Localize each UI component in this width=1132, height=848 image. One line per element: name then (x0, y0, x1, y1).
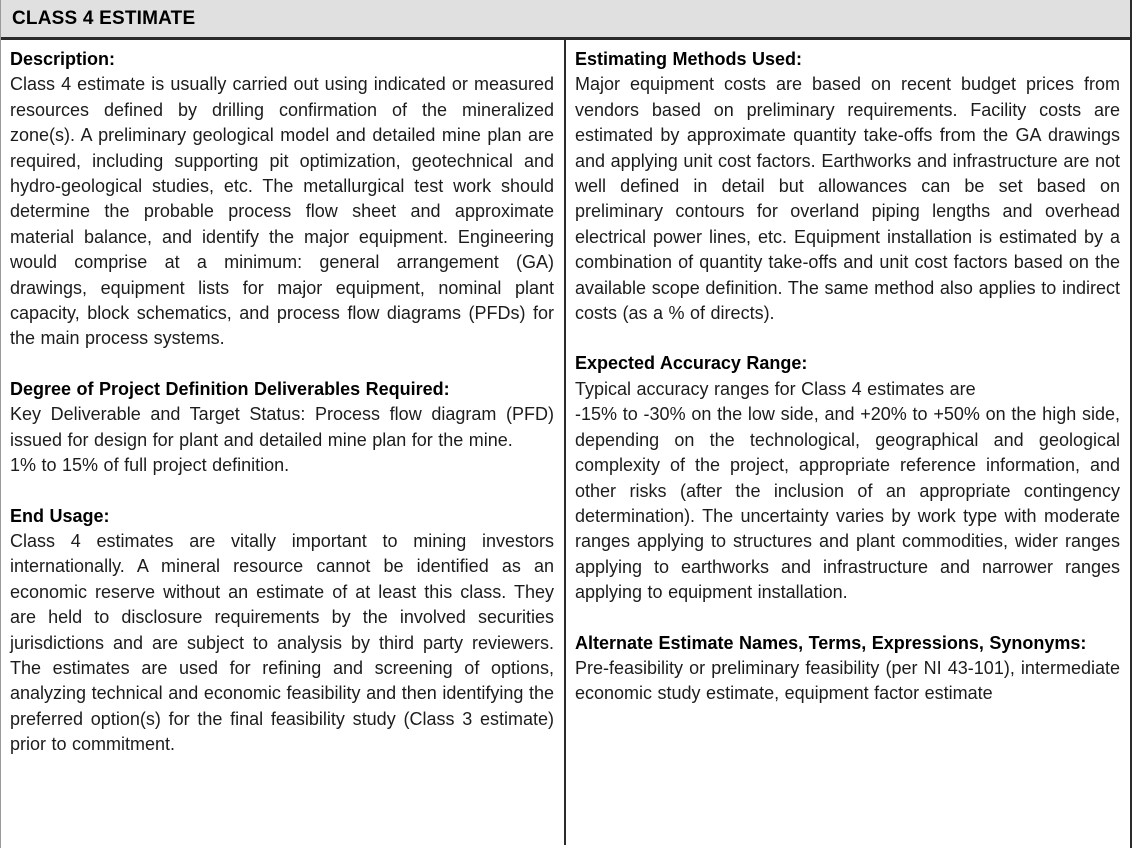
left-column (1, 40, 566, 845)
section-paragraph: Pre-feasibility or preliminary feasibility (per NI 43-101), intermediate economic study estimate, equipment factor estimate (575, 657, 1120, 704)
section-description (10, 47, 554, 352)
section-expected-accuracy-range (575, 351, 1120, 605)
table-body (1, 40, 1130, 845)
section-heading: End Usage: (10, 505, 110, 526)
section-paragraph: 1% to 15% of full project definition. (10, 455, 290, 476)
section-heading: Expected Accuracy Range: (575, 353, 808, 374)
section-estimating-methods (575, 47, 1120, 326)
section-heading: Alternate Estimate Names, Terms, Expressions, Synonyms: (575, 632, 1087, 653)
section-paragraph: Typical accuracy ranges for Class 4 estimates are (575, 378, 976, 399)
section-deliverables-required (10, 377, 554, 479)
section-paragraph: -15% to -30% on the low side, and +20% to +50% on the high side, depending on the technological, geographical and geological complexity of the project, appropriate reference information, and other risks (after the inclusion of an appropriate contingency determination). The uncertainty varies by work type with moderate ranges applying to structures and plant commodities, wider ranges applying to earthworks and infrastructure and narrower ranges applying to equipment installation. (575, 404, 1120, 603)
right-column (566, 40, 1130, 845)
section-paragraph: Class 4 estimates are vitally important to mining investors internationally. A mineral resource cannot be identified as an economic reserve without an estimate of at least this class. They are held to disclosure requirements by the involved securities jurisdictions and are subject to analysis by third party reviewers. The estimates are used for refining and screening of options, analyzing technical and economic feasibility and then identifying the preferred option(s) for the final feasibility study (Class 3 estimate) prior to commitment. (10, 530, 554, 755)
section-paragraph: Class 4 estimate is usually carried out using indicated or measured resources defined by drilling confirmation of the mineralized zone(s). A preliminary geological model and detailed mine plan are required, including supporting pit optimization, geotechnical and hydro-geological studies, etc. The metallurgical test work should determine the probable process flow sheet and approximate material balance, and identify the major equipment. Engineering would comprise at a minimum: general arrangement (GA) drawings, equipment lists for major equipment, nominal plant capacity, block schematics, and process flow diagrams (PFDs) for the main process systems. (10, 74, 554, 349)
table-header (1, 0, 1130, 40)
section-heading: Description: (10, 49, 116, 69)
section-heading: Estimating Methods Used: (575, 49, 803, 69)
section-paragraph: Key Deliverable and Target Status: Process flow diagram (PFD) issued for design for plant and detailed mine plan for the mine. (10, 404, 554, 450)
table-title: CLASS 4 ESTIMATE (12, 7, 196, 29)
section-heading: Degree of Project Definition Deliverables Required: (10, 378, 450, 399)
section-end-usage (10, 504, 554, 758)
section-alternate-names (575, 631, 1120, 707)
section-paragraph: Major equipment costs are based on recent budget prices from vendors based on preliminary requirements. Facility costs are estimated by approximate quantity take-offs from the GA drawings and applying unit cost factors. Earthworks and infrastructure are not well defined in detail but allowances can be set based on preliminary contours for overland piping lengths and overhead electrical power lines, etc. Equipment installation is estimated by a combination of quantity take-offs and unit cost factors based on the available scope definition. The same method also applies to indirect costs (as a % of directs). (575, 74, 1120, 324)
